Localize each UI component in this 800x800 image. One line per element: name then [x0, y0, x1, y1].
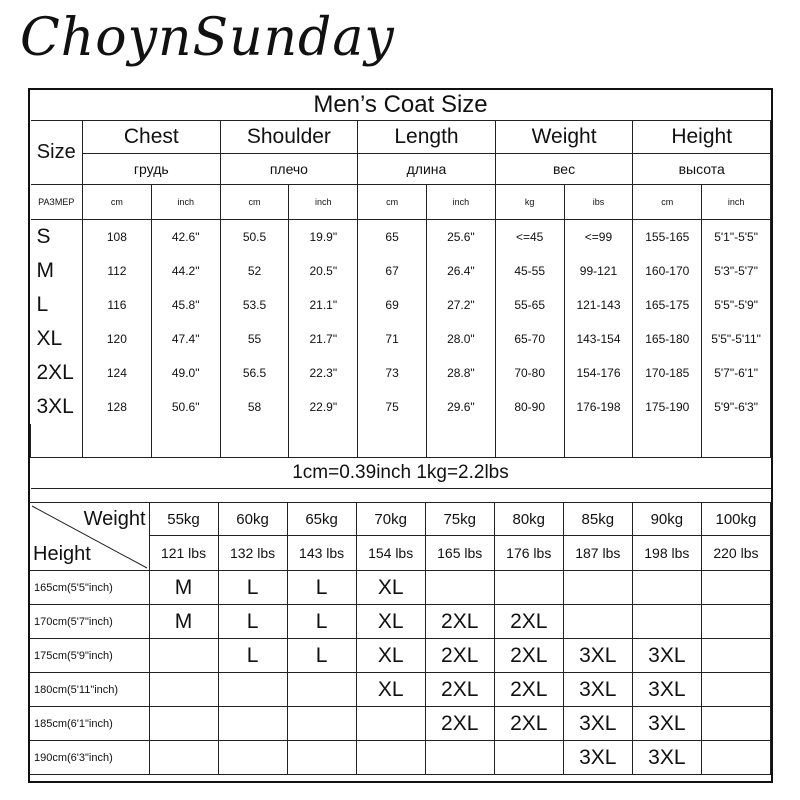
height-label-cell: 180cm(5'11"inch) [30, 673, 149, 707]
recommended-size: 2XL [425, 639, 494, 673]
recommended-size: M [149, 605, 218, 639]
weight-kg-header: 85kg [563, 503, 632, 536]
recommended-size: XL [356, 571, 425, 605]
empty-cell [426, 424, 495, 458]
empty-cell [633, 424, 702, 458]
recommended-size [356, 741, 425, 775]
group-subheader: вес [495, 154, 633, 185]
recommended-size: 2XL [494, 707, 563, 741]
size-value: 75 [358, 390, 427, 424]
recommended-size: L [218, 571, 287, 605]
weight-lbs-header: 176 lbs [494, 536, 563, 571]
recommended-size: 3XL [563, 673, 632, 707]
weight-kg-header: 70kg [356, 503, 425, 536]
size-value: 112 [83, 254, 152, 288]
size-value: 128 [83, 390, 152, 424]
height-label-cell: 175cm(5'9"inch) [30, 639, 149, 673]
recommended-size [287, 673, 356, 707]
recommended-size: 3XL [632, 741, 701, 775]
size-value: 56.5 [220, 356, 289, 390]
recommended-size [149, 741, 218, 775]
weight-kg-header: 75kg [425, 503, 494, 536]
size-value: 116 [83, 288, 152, 322]
size-value: 5'1"-5'5" [702, 220, 771, 255]
group-subheader: высота [633, 154, 771, 185]
size-value: 120 [83, 322, 152, 356]
size-value: 65 [358, 220, 427, 255]
recommended-size: 3XL [632, 707, 701, 741]
size-value: 65-70 [495, 322, 564, 356]
group-subheader: длина [358, 154, 496, 185]
size-value: 5'5"-5'9" [702, 288, 771, 322]
weight-height-table [30, 502, 771, 775]
size-value: 165-180 [633, 322, 702, 356]
size-label: XL [31, 322, 83, 356]
empty-cell [83, 424, 152, 458]
recommended-size: 3XL [632, 673, 701, 707]
recommended-size [287, 707, 356, 741]
size-value: 28.0" [426, 322, 495, 356]
size-value: 143-154 [564, 322, 633, 356]
size-value: 50.5 [220, 220, 289, 255]
size-value: 176-198 [564, 390, 633, 424]
recommended-size [218, 741, 287, 775]
recommended-size [701, 741, 770, 775]
recommended-size: XL [356, 673, 425, 707]
size-value: 55 [220, 322, 289, 356]
size-value: 53.5 [220, 288, 289, 322]
unit-label: ibs [564, 185, 633, 220]
size-value: 27.2" [426, 288, 495, 322]
height-label-cell: 165cm(5'5"inch) [30, 571, 149, 605]
group-header: Length [358, 121, 496, 154]
empty-cell [702, 424, 771, 458]
size-value: 69 [358, 288, 427, 322]
recommended-size [494, 741, 563, 775]
size-label: 3XL [31, 390, 83, 424]
size-row [31, 288, 771, 322]
size-value: 175-190 [633, 390, 702, 424]
recommended-size: 2XL [425, 605, 494, 639]
recommended-size: L [218, 605, 287, 639]
unit-conversion: 1cm=0.39inch 1kg=2.2lbs [31, 458, 771, 489]
size-value: 45-55 [495, 254, 564, 288]
weight-kg-header: 65kg [287, 503, 356, 536]
size-value: 99-121 [564, 254, 633, 288]
size-value: 5'3"-5'7" [702, 254, 771, 288]
size-value: 165-175 [633, 288, 702, 322]
recommended-size [218, 673, 287, 707]
recommended-size [632, 605, 701, 639]
size-value: 26.4" [426, 254, 495, 288]
recommended-size: L [287, 571, 356, 605]
size-value: 121-143 [564, 288, 633, 322]
empty-cell [495, 424, 564, 458]
weight-height-corner [30, 503, 149, 571]
height-row [30, 673, 771, 707]
size-value: 154-176 [564, 356, 633, 390]
size-value: 5'7"-6'1" [702, 356, 771, 390]
group-header: Height [633, 121, 771, 154]
empty-cell [31, 424, 83, 458]
recommended-size: 3XL [563, 639, 632, 673]
size-value: <=45 [495, 220, 564, 255]
recommended-size [563, 605, 632, 639]
recommended-size [218, 707, 287, 741]
size-row [31, 322, 771, 356]
group-subheader: грудь [83, 154, 221, 185]
weight-kg-header: 100kg [701, 503, 770, 536]
size-value: 45.8" [151, 288, 220, 322]
recommended-size: 3XL [563, 707, 632, 741]
unit-label: cm [358, 185, 427, 220]
height-row [30, 605, 771, 639]
size-value: 58 [220, 390, 289, 424]
recommended-size: 2XL [425, 707, 494, 741]
recommended-size [425, 571, 494, 605]
unit-label: inch [702, 185, 771, 220]
size-value: 19.9" [289, 220, 358, 255]
unit-label: inch [289, 185, 358, 220]
size-table [30, 90, 771, 489]
unit-label: cm [633, 185, 702, 220]
size-label: M [31, 254, 83, 288]
empty-cell [564, 424, 633, 458]
size-value: 73 [358, 356, 427, 390]
size-row [31, 390, 771, 424]
size-header: Size [31, 121, 83, 185]
recommended-size [425, 741, 494, 775]
size-label: S [31, 220, 83, 255]
size-value: 20.5" [289, 254, 358, 288]
weight-lbs-header: 132 lbs [218, 536, 287, 571]
recommended-size: 2XL [494, 605, 563, 639]
size-value: 25.6" [426, 220, 495, 255]
recommended-size: 3XL [563, 741, 632, 775]
group-header: Weight [495, 121, 633, 154]
group-header: Chest [83, 121, 221, 154]
height-label-cell: 170cm(5'7"inch) [30, 605, 149, 639]
unit-label: kg [495, 185, 564, 220]
recommended-size [701, 673, 770, 707]
size-value: 22.3" [289, 356, 358, 390]
empty-cell [289, 424, 358, 458]
size-value: 5'9"-6'3" [702, 390, 771, 424]
height-label-cell: 190cm(6'3"inch) [30, 741, 149, 775]
recommended-size: L [218, 639, 287, 673]
size-value: 5'5"-5'11" [702, 322, 771, 356]
size-value: 124 [83, 356, 152, 390]
recommended-size [149, 673, 218, 707]
weight-kg-header: 60kg [218, 503, 287, 536]
size-value: <=99 [564, 220, 633, 255]
razmer-label: РАЗМЕР [31, 185, 83, 220]
size-value: 29.6" [426, 390, 495, 424]
recommended-size [287, 741, 356, 775]
chart-title: Men’s Coat Size [31, 90, 771, 121]
recommended-size [149, 707, 218, 741]
size-value: 50.6" [151, 390, 220, 424]
size-value: 71 [358, 322, 427, 356]
unit-label: cm [220, 185, 289, 220]
size-label: L [31, 288, 83, 322]
weight-lbs-header: 187 lbs [563, 536, 632, 571]
size-value: 55-65 [495, 288, 564, 322]
recommended-size [701, 605, 770, 639]
size-value: 67 [358, 254, 427, 288]
size-chart [28, 88, 773, 783]
height-label-cell: 185cm(6'1"inch) [30, 707, 149, 741]
size-value: 80-90 [495, 390, 564, 424]
weight-kg-header: 55kg [149, 503, 218, 536]
unit-label: inch [151, 185, 220, 220]
height-row [30, 639, 771, 673]
size-value: 49.0" [151, 356, 220, 390]
unit-label: inch [426, 185, 495, 220]
weight-lbs-header: 165 lbs [425, 536, 494, 571]
recommended-size: 3XL [632, 639, 701, 673]
height-row [30, 707, 771, 741]
size-value: 42.6" [151, 220, 220, 255]
recommended-size: 2XL [494, 639, 563, 673]
size-value: 21.7" [289, 322, 358, 356]
empty-cell [151, 424, 220, 458]
recommended-size [149, 639, 218, 673]
recommended-size [563, 571, 632, 605]
weight-lbs-header: 121 lbs [149, 536, 218, 571]
brand-logo: ChoynSunday [20, 8, 395, 68]
size-value: 160-170 [633, 254, 702, 288]
recommended-size [701, 707, 770, 741]
recommended-size: L [287, 605, 356, 639]
empty-cell [220, 424, 289, 458]
group-subheader: плечо [220, 154, 358, 185]
weight-lbs-header: 220 lbs [701, 536, 770, 571]
recommended-size: L [287, 639, 356, 673]
size-value: 22.9" [289, 390, 358, 424]
size-value: 47.4" [151, 322, 220, 356]
size-label: 2XL [31, 356, 83, 390]
size-value: 44.2" [151, 254, 220, 288]
size-value: 155-165 [633, 220, 702, 255]
weight-label: Weight [83, 507, 146, 530]
size-value: 170-185 [633, 356, 702, 390]
size-value: 70-80 [495, 356, 564, 390]
recommended-size: 2XL [425, 673, 494, 707]
weight-kg-header: 80kg [494, 503, 563, 536]
size-value: 28.8" [426, 356, 495, 390]
size-row [31, 254, 771, 288]
recommended-size: 2XL [494, 673, 563, 707]
size-value: 52 [220, 254, 289, 288]
recommended-size: M [149, 571, 218, 605]
recommended-size [632, 571, 701, 605]
empty-cell [358, 424, 427, 458]
recommended-size: XL [356, 605, 425, 639]
weight-lbs-header: 143 lbs [287, 536, 356, 571]
recommended-size: XL [356, 639, 425, 673]
height-row [30, 741, 771, 775]
height-label: Height [33, 542, 91, 565]
size-row [31, 220, 771, 255]
size-value: 108 [83, 220, 152, 255]
unit-label: cm [83, 185, 152, 220]
recommended-size [701, 639, 770, 673]
weight-lbs-header: 198 lbs [632, 536, 701, 571]
recommended-size [494, 571, 563, 605]
height-row [30, 571, 771, 605]
weight-lbs-header: 154 lbs [356, 536, 425, 571]
recommended-size [356, 707, 425, 741]
size-value: 21.1" [289, 288, 358, 322]
weight-kg-header: 90kg [632, 503, 701, 536]
group-header: Shoulder [220, 121, 358, 154]
recommended-size [701, 571, 770, 605]
size-row [31, 356, 771, 390]
